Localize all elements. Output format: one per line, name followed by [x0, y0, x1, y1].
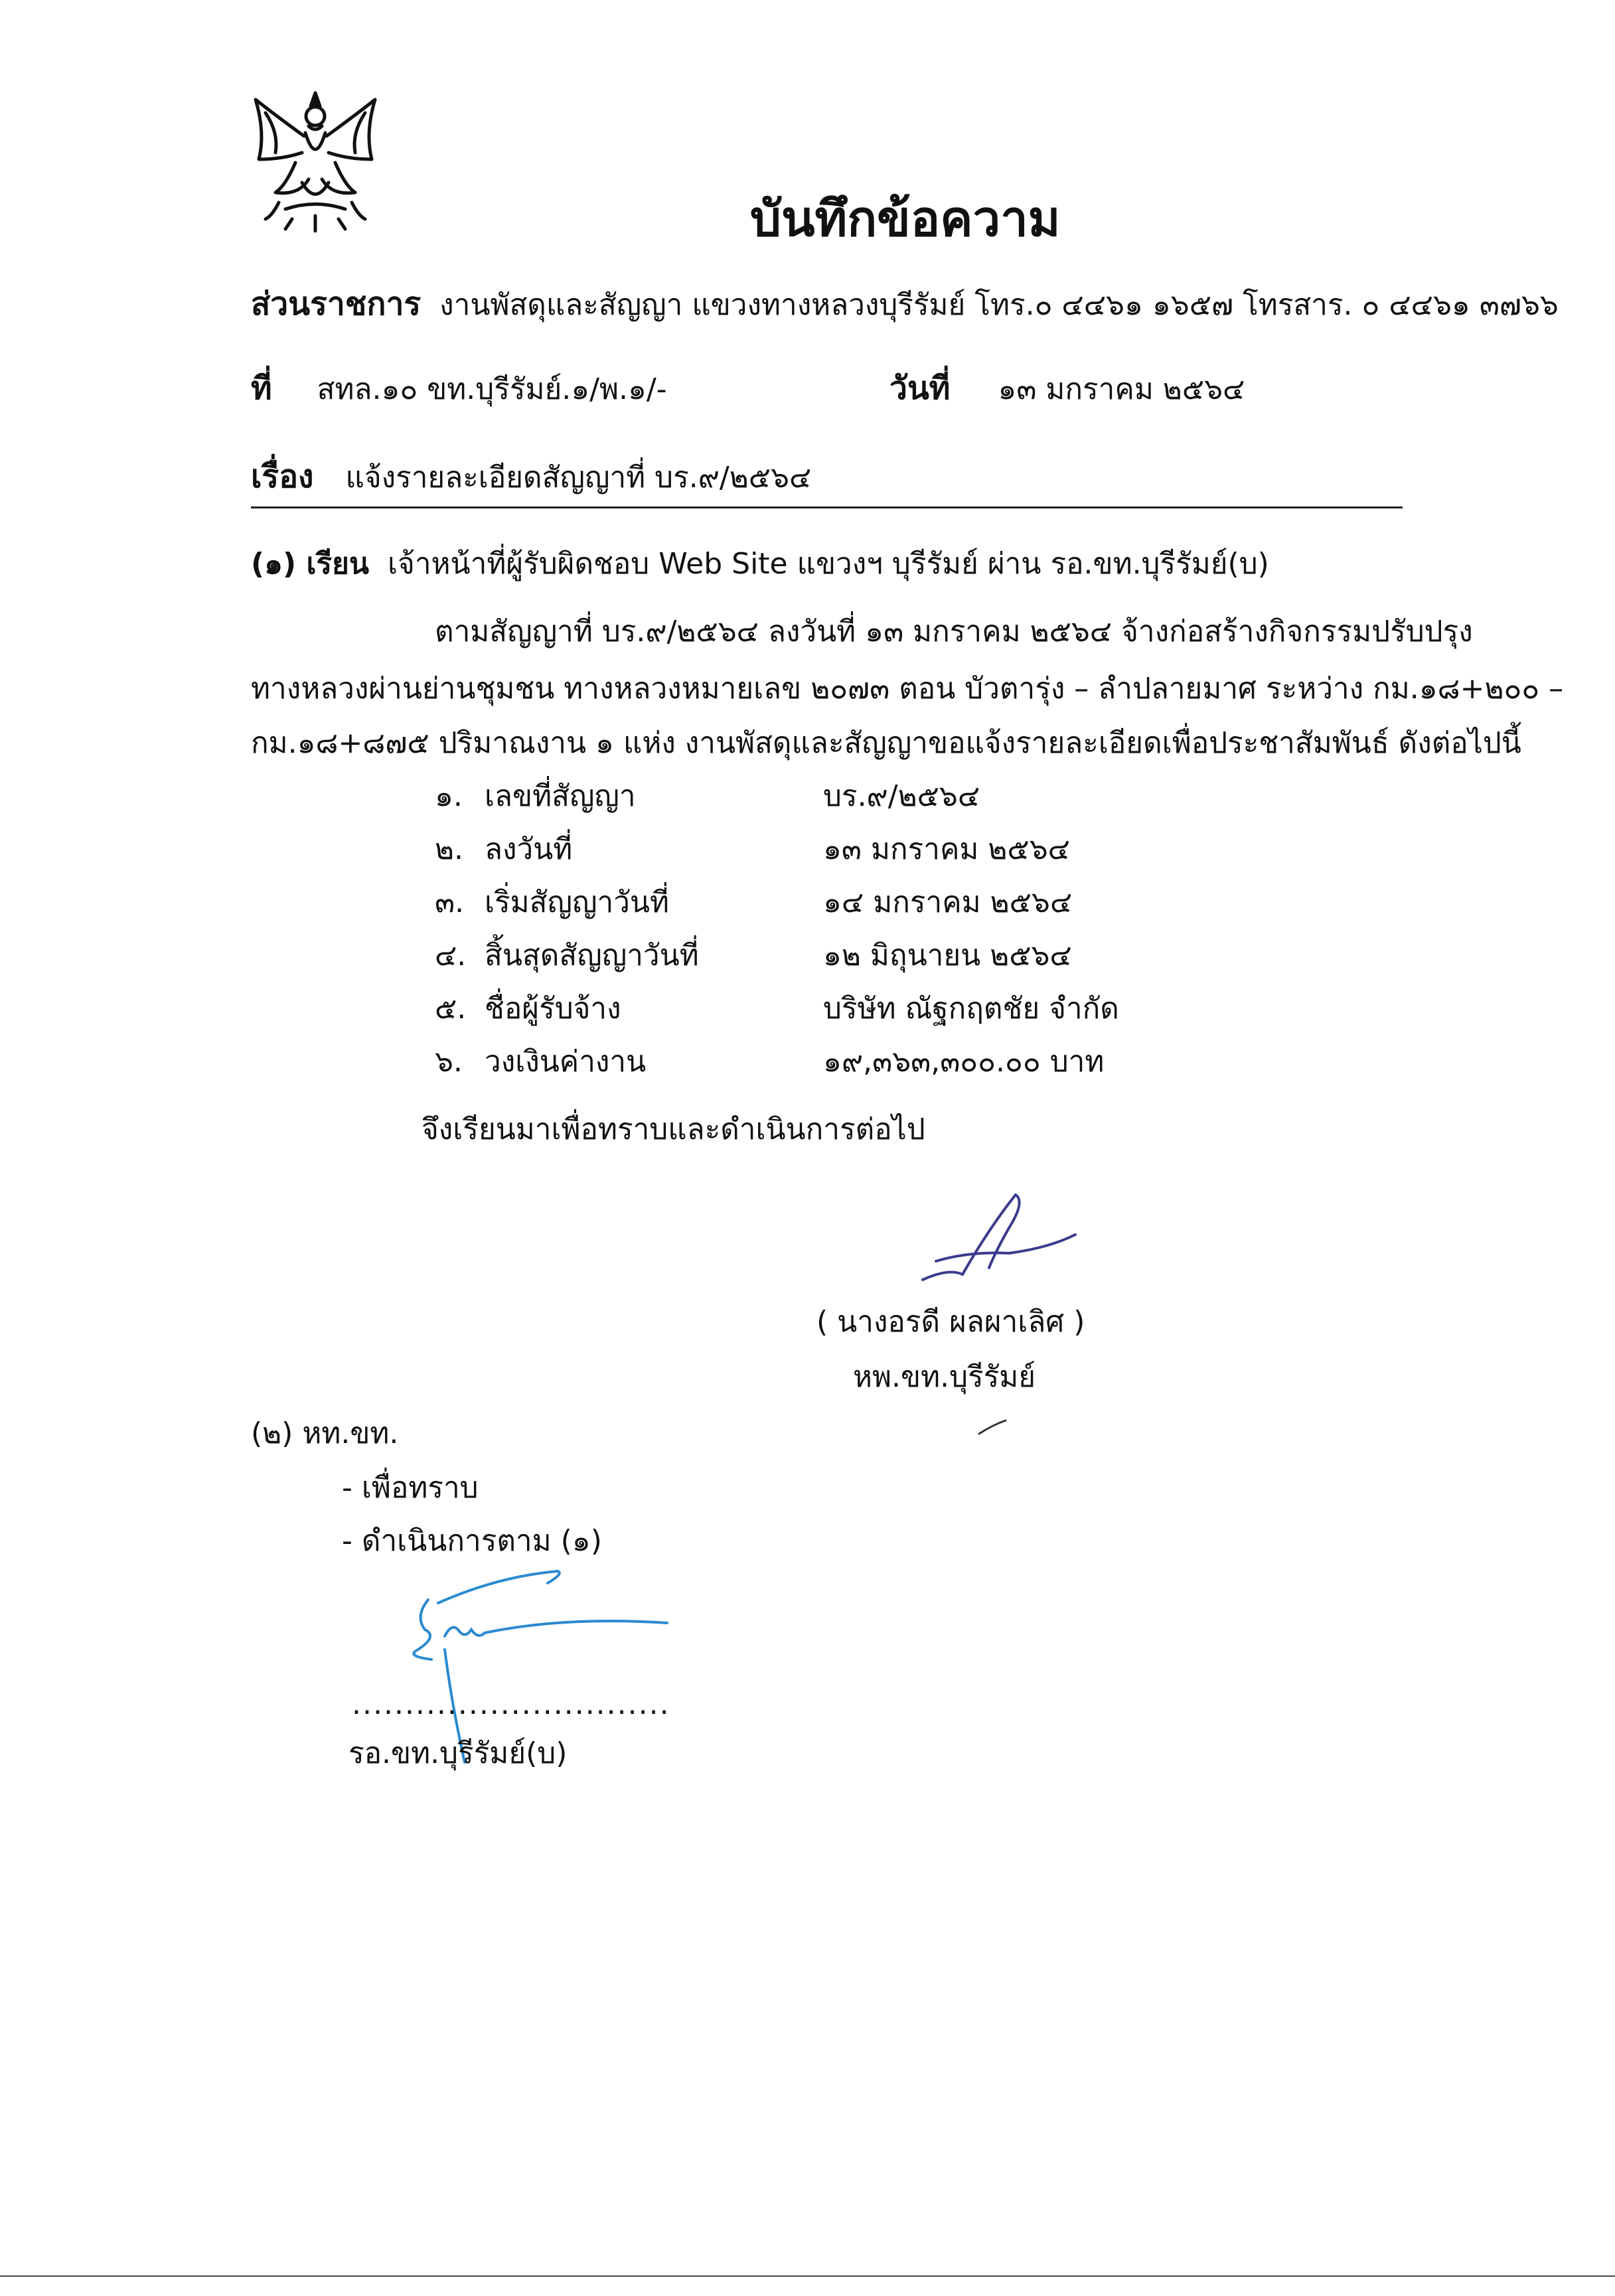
- section-2-position: รอ.ขท.บุรีรัมย์(บ): [348, 1736, 568, 1770]
- addressee-value: เจ้าหน้าที่ผู้รับผิดชอบ Web Site แขวงฯ บุรีรัมย์ ผ่าน รอ.ขท.บุรีรัมย์(บ): [388, 547, 1269, 581]
- detail-num: ๒.: [435, 832, 463, 866]
- detail-num: ๕.: [435, 992, 467, 1026]
- initial-mark-icon: [976, 1417, 1009, 1437]
- subject-value: แจ้งรายละเอียดสัญญาที่ บร.๙/๒๕๖๔: [345, 461, 812, 495]
- detail-label: ลงวันที่: [485, 832, 573, 866]
- addressee-row: [251, 544, 1269, 584]
- detail-value: บร.๙/๒๕๖๔: [823, 779, 980, 813]
- date-label: วันที่: [889, 370, 951, 407]
- detail-value: ๑๓ มกราคม ๒๕๖๔: [823, 832, 1070, 866]
- detail-value: ๑๒ มิถุนายน ๒๕๖๔: [823, 939, 1072, 972]
- agency-value: งานพัสดุและสัญญา แขวงทางหลวงบุรีรัมย์ โทร.๐ ๔๔๖๑ ๑๖๕๗ โทรสาร. ๐ ๔๔๖๑ ๓๗๖๖: [439, 288, 1559, 322]
- detail-value: ๑๔ มกราคม ๒๕๖๔: [823, 885, 1073, 919]
- ref-value: สทล.๑๐ ขท.บุรีรัมย์.๑/พ.๑/-: [317, 372, 667, 406]
- addressee-label: (๑) เรียน: [251, 547, 369, 581]
- detail-label: เริ่มสัญญาวันที่: [485, 885, 670, 919]
- section-2-item: - เพื่อทราบ: [342, 1471, 479, 1505]
- section-2-item: - ดำเนินการตาม (๑): [342, 1524, 602, 1558]
- subject-label: เรื่อง: [251, 458, 314, 495]
- detail-num: ๔.: [435, 939, 467, 972]
- detail-label: วงเงินค่างาน: [485, 1045, 647, 1079]
- ref-label: ที่: [251, 370, 272, 407]
- signature-dots: ..............................: [352, 1687, 670, 1721]
- agency-label: ส่วนราชการ: [251, 285, 422, 323]
- detail-num: ๓.: [435, 885, 465, 919]
- body-line-2: ทางหลวงผ่านย่านชุมชน ทางหลวงหมายเลข ๒๐๗๓ ตอน บัวตารุ่ง – ลำปลายมาศ ระหว่าง กม.๑๘+๒๐๐ –: [251, 672, 1564, 706]
- subject-row: [251, 457, 811, 498]
- signature-1-icon: [909, 1188, 1082, 1288]
- detail-label: เลขที่สัญญา: [485, 779, 636, 813]
- detail-label: สิ้นสุดสัญญาวันที่: [485, 939, 699, 972]
- closing-line: จึงเรียนมาเพื่อทราบและดำเนินการต่อไป: [422, 1112, 925, 1146]
- agency-row: [251, 284, 1559, 325]
- ref-row: [251, 368, 667, 410]
- garuda-emblem-icon: [246, 86, 385, 236]
- detail-num: ๑.: [435, 779, 463, 813]
- section-2-label: (๒) หท.ขท.: [251, 1416, 399, 1450]
- signer-1-name: ( นางอรดี ผลผาเลิศ ): [816, 1305, 1085, 1339]
- detail-num: ๖.: [435, 1045, 463, 1079]
- signer-1-position: หพ.ขท.บุรีรัมย์: [853, 1360, 1036, 1394]
- detail-value: บริษัท ณัฐกฤตชัย จำกัด: [823, 992, 1119, 1026]
- memo-title: บันทึกข้อความ: [750, 191, 1061, 248]
- page-bottom-edge: [0, 2275, 1615, 2277]
- date-value: ๑๓ มกราคม ๒๕๖๔: [998, 372, 1245, 406]
- body-line-1: ตามสัญญาที่ บร.๙/๒๕๖๔ ลงวันที่ ๑๓ มกราคม ๒๕๖๔ จ้างก่อสร้างกิจกรรมปรับปรุง: [435, 615, 1473, 649]
- body-line-3: กม.๑๘+๘๗๕ ปริมาณงาน ๑ แห่ง งานพัสดุและสัญญาขอแจ้งรายละเอียดเพื่อประชาสัมพันธ์ ดังต่อไปนี้: [251, 726, 1521, 760]
- detail-value: ๑๙,๓๖๓,๓๐๐.๐๐ บาท: [823, 1045, 1105, 1079]
- header-divider: [251, 506, 1403, 508]
- detail-label: ชื่อผู้รับจ้าง: [485, 992, 621, 1026]
- date-row: [889, 368, 1245, 410]
